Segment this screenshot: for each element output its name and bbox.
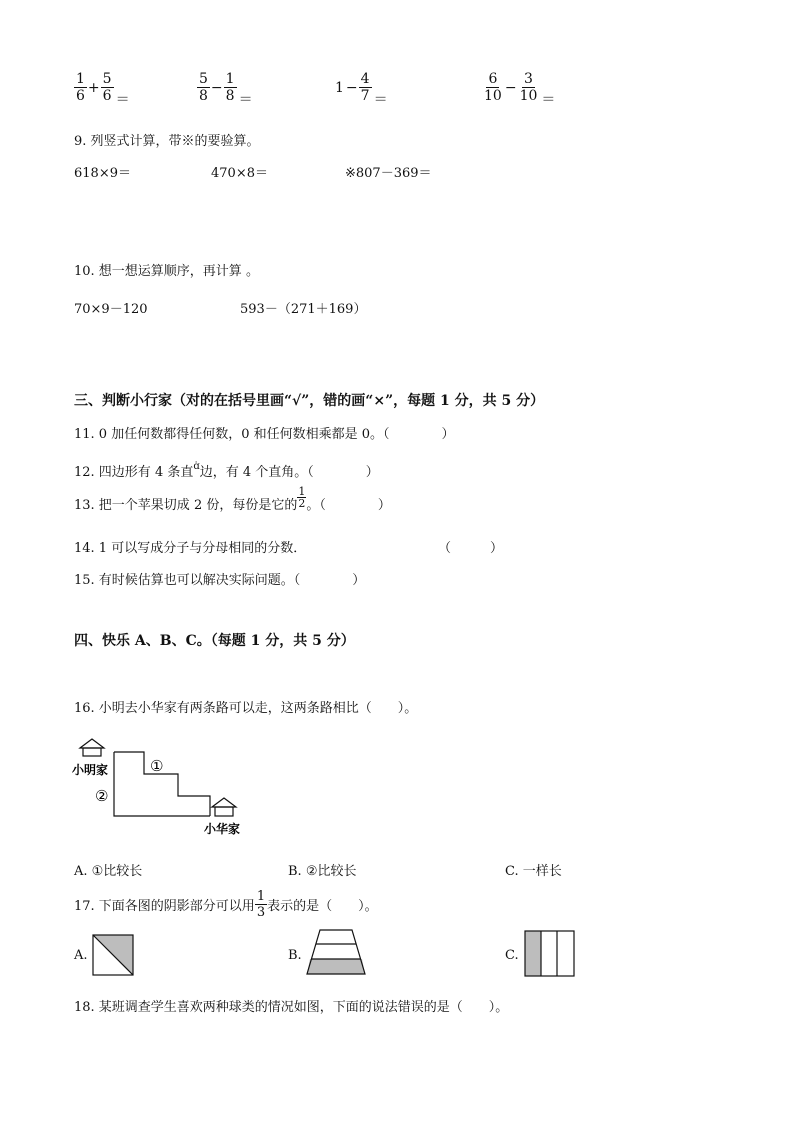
q17-fraction <box>255 890 267 919</box>
q14-answer-paren: （ ） <box>438 541 504 556</box>
q11: 11. 0 加任何数都得任何数，0 和任何数相乘都是 0。（ ） <box>74 427 455 442</box>
q9-item-3: ※807－369＝ <box>345 166 432 181</box>
q10-item-2: 593－（271＋169） <box>240 302 367 317</box>
operator: − <box>345 79 358 96</box>
equals: ＝ <box>373 92 388 108</box>
q15: 15. 有时候估算也可以解决实际问题。（ ） <box>74 573 366 588</box>
denominator: 2 <box>298 497 306 510</box>
operator: − <box>210 79 223 96</box>
numerator: 1 <box>256 889 266 904</box>
operator: − <box>504 79 517 96</box>
numerator: 5 <box>102 71 112 87</box>
denominator: 8 <box>225 88 235 104</box>
numerator: 5 <box>199 71 208 87</box>
q17-shape-b-trapezoid <box>306 928 366 976</box>
label-xiaoming-home: 小明家 <box>72 763 109 777</box>
whole-number: 1 <box>335 79 344 96</box>
q18: 18. 某班调查学生喜欢两种球类的情况如图，下面的说法错误的是（ ）。 <box>74 1000 509 1015</box>
q16: 16. 小明去小华家有两条路可以走，这两条路相比（ ）。 <box>74 701 418 716</box>
house-icon-xiaoming <box>80 739 104 756</box>
numerator: 1 <box>76 71 85 87</box>
numerator: 6 <box>488 71 498 87</box>
equals: ＝ <box>238 92 253 108</box>
q17-option-c-label: C. <box>505 948 519 963</box>
q17-text-b: 表示的是（ ）。 <box>267 899 378 914</box>
numerator: 1 <box>298 485 306 498</box>
fraction-expr-2 <box>197 71 253 108</box>
numerator: 1 <box>225 71 235 87</box>
denominator: 7 <box>360 88 370 104</box>
q9-item-2: 470×8＝ <box>211 166 268 181</box>
section4-heading: 四、快乐 A、B、C。（每题 1 分，共 5 分） <box>74 633 355 649</box>
q13-text-a: 13. 把一个苹果切成 2 份，每份是它的 <box>74 498 298 513</box>
q9-item-1: 618×9＝ <box>74 166 131 181</box>
fraction-expr-4 <box>482 71 556 108</box>
q10-item-1: 70×9－120 <box>74 302 148 317</box>
denominator: 6 <box>102 88 112 104</box>
q14: 14. 1 可以写成分子与分母相同的分数． <box>74 541 307 556</box>
q17-shape-a-square <box>92 934 134 976</box>
q13-fraction <box>297 486 306 509</box>
label-xiaohua-home: 小华家 <box>204 822 241 836</box>
q16-option-c: C. 一样长 <box>505 864 562 879</box>
q17-shape-c-rectangle <box>524 930 576 978</box>
denominator: 10 <box>519 88 538 104</box>
q12-stray-mark: ɑ̇ <box>193 461 200 472</box>
denominator: 3 <box>256 905 266 920</box>
q13 <box>74 485 391 515</box>
house-icon-xiaohua <box>212 798 236 816</box>
denominator: 8 <box>199 88 208 104</box>
q12-text-b: 边，有 4 个直角。（ ） <box>199 465 379 480</box>
q16-option-b: B. ②比较长 <box>288 864 357 879</box>
fraction-expr-3 <box>334 71 388 108</box>
q16-option-a: A. ①比较长 <box>74 864 143 879</box>
numerator: 4 <box>360 71 370 87</box>
label-route-1: ① <box>150 757 164 775</box>
q10-title: 10. 想一想运算顺序，再计算 。 <box>74 264 259 279</box>
label-route-2: ② <box>95 787 109 805</box>
operator: + <box>87 79 100 96</box>
q17-option-a-label: A. <box>74 948 88 963</box>
q17-text-a: 17. 下面各图的阴影部分可以用 <box>74 899 255 914</box>
denominator: 6 <box>76 88 85 104</box>
equals: ＝ <box>115 92 130 108</box>
q9-title: 9. 列竖式计算，带※的要验算。 <box>74 134 260 149</box>
route-diagram <box>70 736 270 840</box>
fraction-expr-1 <box>74 71 130 108</box>
numerator: 3 <box>524 71 533 87</box>
section3-heading: 三、判断小行家（对的在括号里画“√”，错的画“×”，每题 1 分，共 5 分） <box>74 393 545 409</box>
equals: ＝ <box>541 92 556 108</box>
q13-text-b: 。（ ） <box>306 498 391 513</box>
q17-option-b-label: B. <box>288 948 302 963</box>
q17 <box>74 890 378 919</box>
denominator: 10 <box>484 88 502 104</box>
q12-text-a: 12. 四边形有 4 条直 <box>74 465 194 480</box>
q12 <box>74 461 379 480</box>
